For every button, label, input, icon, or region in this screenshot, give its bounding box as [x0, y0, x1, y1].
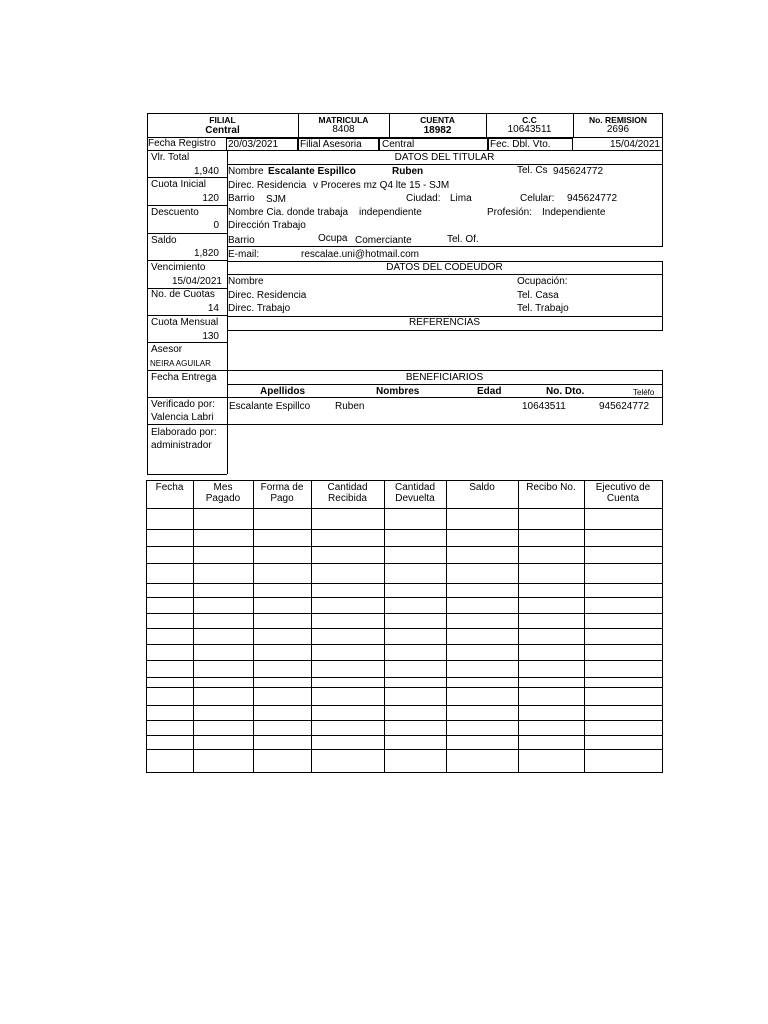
descuento-label: Descuento [151, 207, 199, 218]
beneficiario-telefono: 945624772 [599, 401, 650, 412]
celular-label: Celular: [520, 193, 555, 204]
table-col-line [662, 480, 663, 773]
col-nombres: Nombres [376, 386, 420, 397]
no-cuotas-label: No. de Cuotas [151, 289, 215, 300]
col-recibida-1: Cantidad [327, 482, 368, 493]
col-ejecutivo-2: Cuenta [606, 493, 640, 504]
col-apellidos: Apellidos [260, 386, 306, 397]
elaborado-value: administrador [151, 440, 212, 451]
rule [147, 424, 227, 425]
rule [147, 315, 227, 316]
vlr-total-value: 1,940 [193, 166, 219, 177]
table-rule [146, 735, 663, 736]
descuento-value: 0 [213, 220, 219, 231]
remision-value: 2696 [606, 124, 630, 135]
left-border [147, 150, 148, 474]
codeudor-tel-casa-label: Tel. Casa [517, 290, 559, 301]
fecha-entrega-label: Fecha Entrega [151, 372, 217, 383]
rule [227, 424, 663, 425]
verificado-label: Verificado por: [151, 399, 215, 410]
cc-value: 10643511 [507, 124, 552, 135]
table-rule [146, 687, 663, 688]
fec-dbl-vto-value: 15/04/2021 [609, 139, 660, 150]
beneficiarios-section-title: BENEFICIARIOS [405, 372, 484, 383]
table-col-line [384, 480, 385, 773]
col-saldo: Saldo [469, 482, 495, 493]
profesion-label: Profesión: [487, 207, 533, 218]
vencimiento-label: Vencimiento [151, 262, 206, 273]
rule [227, 370, 663, 371]
cia-label: Nombre Cia. donde trabaja [228, 207, 349, 218]
saldo-value: 1,820 [193, 248, 219, 259]
verificado-value: Valencia Labri [151, 412, 214, 423]
cuota-mensual-label: Cuota Mensual [151, 317, 219, 328]
matricula-label: MATRICULA [318, 115, 369, 125]
fecha-registro-label: Fecha Registro [148, 138, 216, 149]
cuenta-label: CUENTA [420, 115, 455, 125]
rule [147, 370, 227, 371]
email-value: rescalae.uni@hotmail.com [301, 249, 419, 260]
dir-trabajo-label: Dirección Trabajo [228, 220, 306, 231]
table-col-line [146, 480, 147, 773]
filial-label: FILIAL [209, 115, 236, 125]
filial-asesoria-value: Central [382, 139, 415, 150]
rule [227, 330, 663, 331]
ciudad-label: Ciudad: [406, 193, 441, 204]
codeudor-direccion-label: Direc. Residencia [228, 290, 307, 301]
vlr-total-label: Vlr. Total [151, 152, 190, 163]
beneficiario-nombres: Ruben [335, 401, 365, 412]
email-label: E-mail: [228, 249, 260, 260]
barrio2-label: Barrio [228, 235, 255, 246]
right-border [662, 370, 663, 424]
col-ejecutivo-1: Ejecutivo de [595, 482, 651, 493]
no-cuotas-value: 14 [207, 303, 219, 314]
rule [147, 474, 227, 475]
table-rule [146, 720, 663, 721]
table-rule [146, 583, 663, 584]
fec-dbl-vto-label: Fec. Dbl. Vto. [490, 139, 551, 150]
codeudor-trabajo-label: Direc. Trabajo [228, 303, 291, 314]
ocupa-label: Ocupa [318, 233, 348, 244]
table-col-line [193, 480, 194, 773]
rule [227, 384, 663, 385]
rule [147, 205, 227, 206]
table-rule [146, 546, 663, 547]
col-devuelta-2: Devuelta [395, 493, 435, 504]
titular-apellidos: Escalante Espillco [268, 166, 356, 177]
codeudor-tel-trabajo-label: Tel. Trabajo [517, 303, 569, 314]
titular-nombres: Ruben [392, 166, 424, 177]
table-col-line [253, 480, 254, 773]
tel-cs-value: 945624772 [553, 166, 604, 177]
col-mes-2: Pagado [205, 493, 241, 504]
titular-section-title: DATOS DEL TITULAR [394, 152, 495, 163]
tel-cs-label: Tel. Cs [517, 165, 548, 176]
profesion-value: Independiente [542, 207, 606, 218]
ciudad-value: Lima [450, 193, 472, 204]
table-rule [146, 644, 663, 645]
barrio-value: SJM [266, 194, 286, 205]
table-col-line [311, 480, 312, 773]
codeudor-ocupacion-label: Ocupación: [517, 276, 568, 287]
referencias-section-title: REFERENCIAS [408, 317, 481, 328]
filial-asesoria-label: Filial Asesoria [300, 139, 362, 150]
table-rule [146, 613, 663, 614]
titular-nombre-label: Nombre [228, 166, 264, 177]
rule [227, 164, 663, 165]
col-devuelta-1: Cantidad [394, 482, 436, 493]
table-rule [146, 480, 663, 481]
cc-label: C.C [522, 115, 537, 125]
table-rule [146, 772, 663, 773]
table-rule [146, 508, 663, 509]
col-mes-1: Mes [213, 482, 233, 493]
codeudor-nombre-label: Nombre [228, 276, 264, 287]
direccion-label: Direc. Residencia [228, 180, 307, 191]
table-rule [146, 563, 663, 564]
col-recibida-2: Recibida [328, 493, 367, 504]
rule [147, 260, 227, 261]
table-col-line [518, 480, 519, 773]
table-col-line [584, 480, 585, 773]
table-rule [146, 597, 663, 598]
divider [662, 138, 663, 150]
rule [227, 246, 663, 247]
fecha-registro-value: 20/03/2021 [228, 139, 279, 150]
beneficiario-apellidos: Escalante Espillco [229, 401, 311, 412]
cuota-inicial-label: Cuota Inicial [151, 179, 207, 190]
cuenta-value: 18982 [423, 125, 452, 136]
table-rule [146, 677, 663, 678]
rule [147, 233, 227, 234]
col-forma-2: Pago [270, 493, 294, 504]
matricula-value: 8408 [332, 124, 355, 135]
table-rule [146, 628, 663, 629]
saldo-label: Saldo [151, 235, 177, 246]
col-dto: No. Dto. [546, 386, 585, 397]
cuota-mensual-value: 130 [202, 331, 219, 342]
cuota-inicial-value: 120 [202, 193, 219, 204]
table-rule [146, 660, 663, 661]
right-border [662, 261, 663, 330]
table-col-line [446, 480, 447, 773]
asesor-label: Asesor [151, 344, 183, 355]
barrio-label: Barrio [228, 193, 255, 204]
tel-of-label: Tel. Of. [447, 234, 479, 245]
asesor-value: NEIRA AGUILAR [150, 359, 211, 368]
cia-value: independiente [359, 207, 422, 218]
elaborado-label: Elaborado por: [151, 427, 217, 438]
codeudor-section-title: DATOS DEL CODEUDOR [386, 262, 503, 273]
remision-label: No. REMISION [588, 115, 648, 125]
vencimiento-value: 15/04/2021 [171, 276, 222, 287]
beneficiario-dto: 10643511 [522, 401, 566, 412]
filial-value: Central [205, 125, 240, 136]
rule [227, 274, 663, 275]
table-rule [146, 529, 663, 530]
col-forma-1: Forma de [260, 482, 304, 493]
direccion-value: v Proceres mz Q4 lte 15 - SJM [313, 180, 450, 191]
table-rule [146, 705, 663, 706]
col-recibo: Recibo No. [526, 482, 576, 493]
col-telefono: Teléfo [633, 388, 655, 397]
celular-value: 945624772 [567, 193, 618, 204]
col-fecha: Fecha [155, 482, 184, 493]
table-rule [146, 749, 663, 750]
col-edad: Edad [477, 386, 502, 397]
rule [147, 397, 227, 398]
ocupa-value: Comerciante [355, 235, 412, 246]
